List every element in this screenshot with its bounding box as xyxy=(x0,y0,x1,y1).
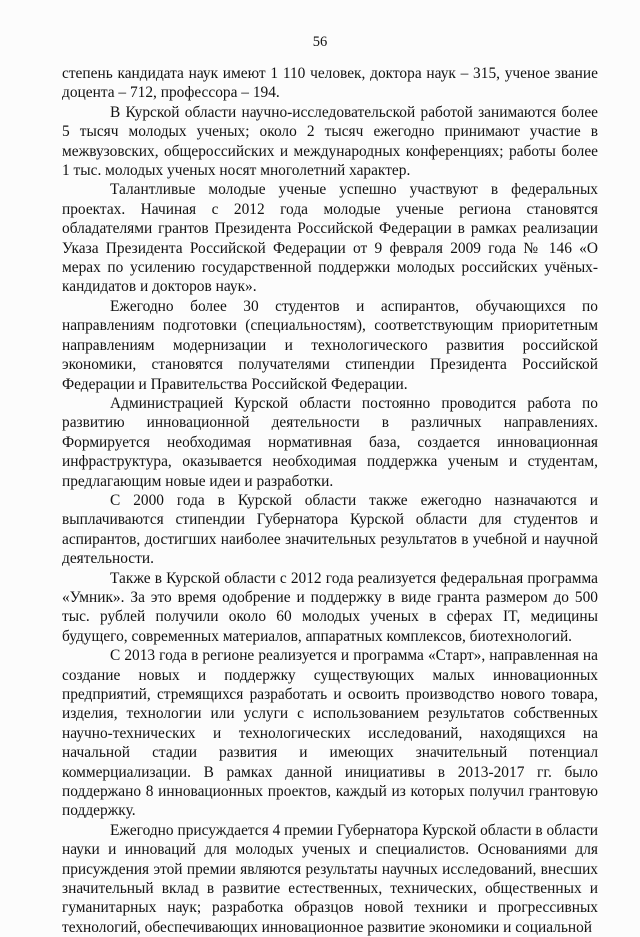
paragraph: Также в Курской области с 2012 года реализуется федеральная программа «Умник». За это время одобрение и поддержку в виде гранта размером до 500 тыс. рублей получили около 60 молодых ученых в сферах IT, медицины будущего, современных материалов, аппаратных комплексов, биотехнологий. xyxy=(62,569,598,645)
paragraph: Ежегодно присуждается 4 премии Губернатора Курской области в области науки и инноваций для молодых ученых и специалистов. Основаниями для присуждения этой премии являются результаты научных исследований, внесших значительный вклад в развитие естественных, технических, общественных и гуманитарных наук; разработка образцов новой техники и прогрессивных технологий, обеспечивающих инновационное развитие экономики и социальной xyxy=(62,821,598,936)
paragraph-continued: степень кандидата наук имеют 1 110 человек, доктора наук – 315, ученое звание доцента – 712, профессора – 194. xyxy=(62,65,598,102)
paragraph: С 2000 года в Курской области также ежегодно назначаются и выплачиваются стипендии Губернатора Курской области для студентов и аспирантов, достигших наиболее значительных результатов в учебной и научной деятельности. xyxy=(62,491,598,568)
paragraph: С 2013 года в регионе реализуется и программа «Старт», направленная на создание новых и поддержку существующих малых инновационных предприятий, стремящихся разработать и освоить производство нового товара, изделия, технологии или услуги с использованием результатов собственных научно-технических и технологических исследований, находящихся на начальной стадии развития и имеющих значительный потенциал коммерциализации. В рамках данной инициативы в 2013-2017 гг. было поддержано 8 инновационных проектов, каждый из которых получил грантовую поддержку. xyxy=(62,647,598,820)
paragraph: В Курской области научно-исследовательской работой занимаются более 5 тысяч молодых ученых; около 2 тысяч ежегодно принимают участие в межвузовских, общероссийских и международных конференциях; работы более 1 тыс. молодых ученых носят многолетний характер. xyxy=(62,103,598,180)
body-text xyxy=(62,64,598,937)
paragraph: Талантливые молодые ученые успешно участвуют в федеральных проектах. Начиная с 2012 года молодые ученые региона становятся обладателями грантов Президента Российской Федерации в рамках реализации Указа Президента Российской Федерации от 9 февраля 2009 года № 146 «О мерах по усилению государственной поддержки молодых российских учёных-кандидатов и докторов наук». xyxy=(62,181,598,296)
paragraph: Администрацией Курской области постоянно проводится работа по развитию инновационной деятельности в различных направлениях. Формируется необходимая нормативная база, создается инновационная инфраструктура, оказывается необходимая поддержка ученым и студентам, предлагающим новые идеи и разработки. xyxy=(62,394,598,490)
page-number: 56 xyxy=(312,34,328,50)
paragraph: Ежегодно более 30 студентов и аспирантов, обучающихся по направлениям подготовки (специальностям), соответствующим приоритетным направлениям модернизации и технологического развития российской экономики, становятся получателями стипендии Президента Российской Федерации и Правительства Российской Федерации. xyxy=(62,297,598,393)
